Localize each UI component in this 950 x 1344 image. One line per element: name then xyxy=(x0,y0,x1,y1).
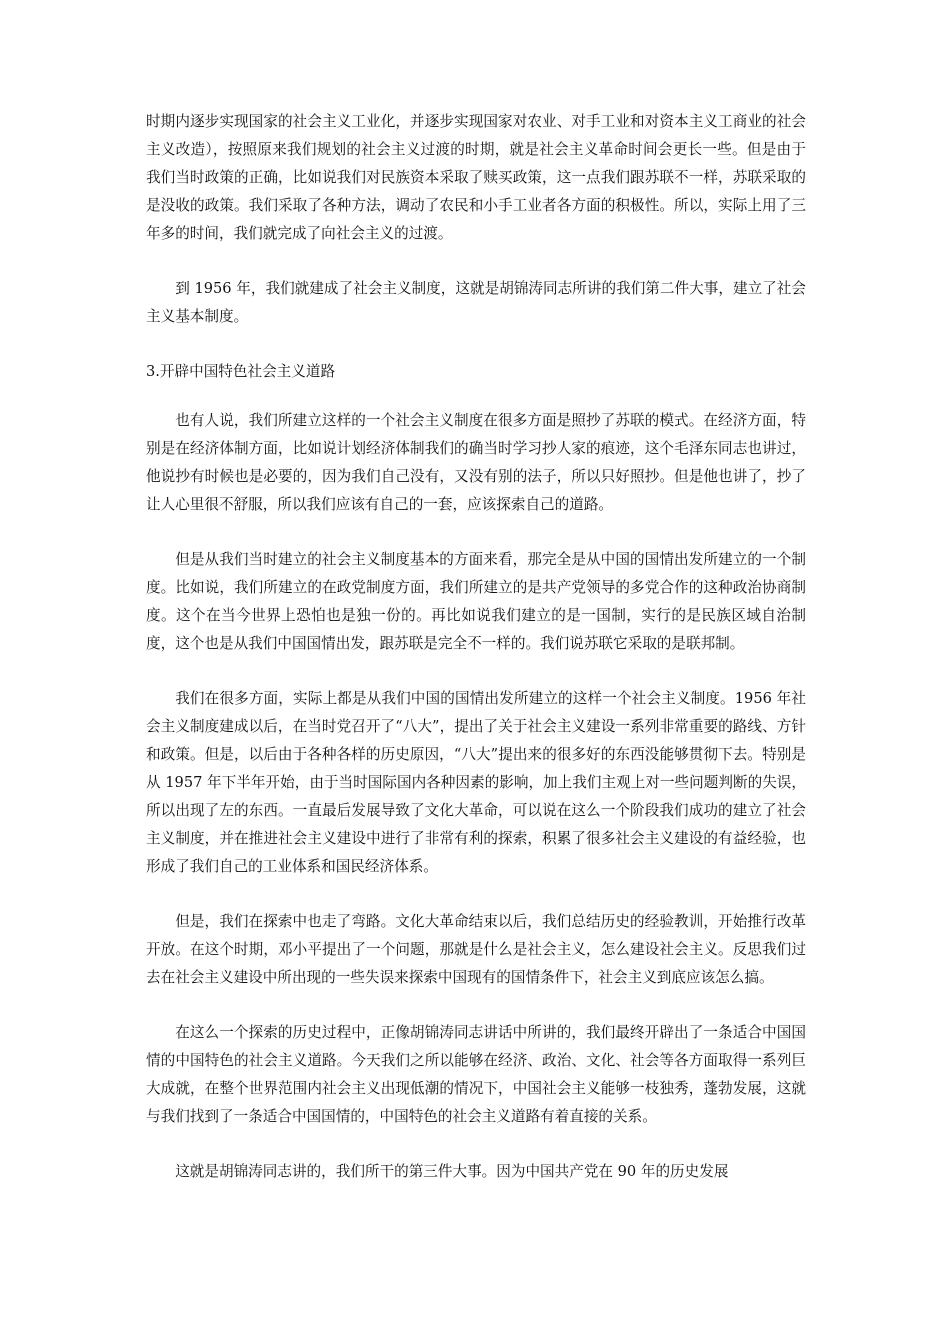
paragraph-1: 时期内逐步实现国家的社会主义工业化，并逐步实现国家对农业、对手工业和对资本主义工商业的社会主义改造），按照原来我们规划的社会主义过渡的时期，就是社会主义革命时间会更长一些。但是由于我们当时政策的正确，比如说我们对民族资本采取了赎买政策，这一点我们跟苏联不一样，苏联采取的是没收的政策。我们采取了各种方法，调动了农民和小手工业者各方面的积极性。所以，实际上用了三年多的时间，我们就完成了向社会主义的过渡。 xyxy=(146,113,806,242)
paragraph-8: 这就是胡锦涛同志讲的，我们所干的第三件大事。因为中国共产党在 90 年的历史发展 xyxy=(175,1163,729,1180)
paragraph-3: 也有人说，我们所建立这样的一个社会主义制度在很多方面是照抄了苏联的模式。在经济方面，特别是在经济体制方面，比如说计划经济体制我们的确当时学习抄人家的痕迹，这个毛泽东同志也讲过，他说抄有时候也是必要的，因为我们自己没有，又没有别的法子，所以只好照抄。但是他也讲了，抄了让人心里很不舒服，所以我们应该有自己的一套，应该探索自己的道路。 xyxy=(146,412,806,513)
section-heading: 3.开辟中国特色社会主义道路 xyxy=(146,363,336,380)
document-body xyxy=(146,108,806,1213)
paragraph-5: 我们在很多方面，实际上都是从我们中国的国情出发所建立的这样一个社会主义制度。1956 年社会主义制度建成以后，在当时党召开了“八大”，提出了关于社会主义建设一系列非常重要的路线、方针和政策。但是，以后由于各种各样的历史原因，“八大”提出来的很多好的东西没能够贯彻下去。特别是从 1957 年下半年开始，由于当时国际国内各种因素的影响，加上我们主观上对一些问题判断的失误，所以出现了左的东西。一直最后发展导致了文化大革命，可以说在这么一个阶段我们成功的建立了社会主义制度，并在推进社会主义建设中进行了非常有利的探索，积累了很多社会主义建设的有益经验，也形成了我们自己的工业体系和国民经济体系。 xyxy=(146,690,806,875)
paragraph-2: 到 1956 年，我们就建成了社会主义制度，这就是胡锦涛同志所讲的我们第二件大事，建立了社会主义基本制度。 xyxy=(146,280,806,325)
paragraph-6: 但是，我们在探索中也走了弯路。文化大革命结束以后，我们总结历史的经验教训，开始推行改革开放。在这个时期，邓小平提出了一个问题，那就是什么是社会主义，怎么建设社会主义。反思我们过去在社会主义建设中所出现的一些失误来探索中国现有的国情条件下，社会主义到底应该怎么搞。 xyxy=(146,913,806,986)
paragraph-7: 在这么一个探索的历史过程中，正像胡锦涛同志讲话中所讲的，我们最终开辟出了一条适合中国国情的中国特色的社会主义道路。今天我们之所以能够在经济、政治、文化、社会等各方面取得一系列巨大成就，在整个世界范围内社会主义出现低潮的情况下，中国社会主义能够一枝独秀，蓬勃发展，这就与我们找到了一条适合中国国情的，中国特色的社会主义道路有着直接的关系。 xyxy=(146,1024,806,1125)
paragraph-4: 但是从我们当时建立的社会主义制度基本的方面来看，那完全是从中国的国情出发所建立的一个制度。比如说，我们所建立的在政党制度方面，我们所建立的是共产党领导的多党合作的这种政治协商制度。这个在当今世界上恐怕也是独一份的。再比如说我们建立的是一国制，实行的是民族区域自治制度，这个也是从我们中国国情出发，跟苏联是完全不一样的。我们说苏联它采取的是联邦制。 xyxy=(146,551,806,652)
